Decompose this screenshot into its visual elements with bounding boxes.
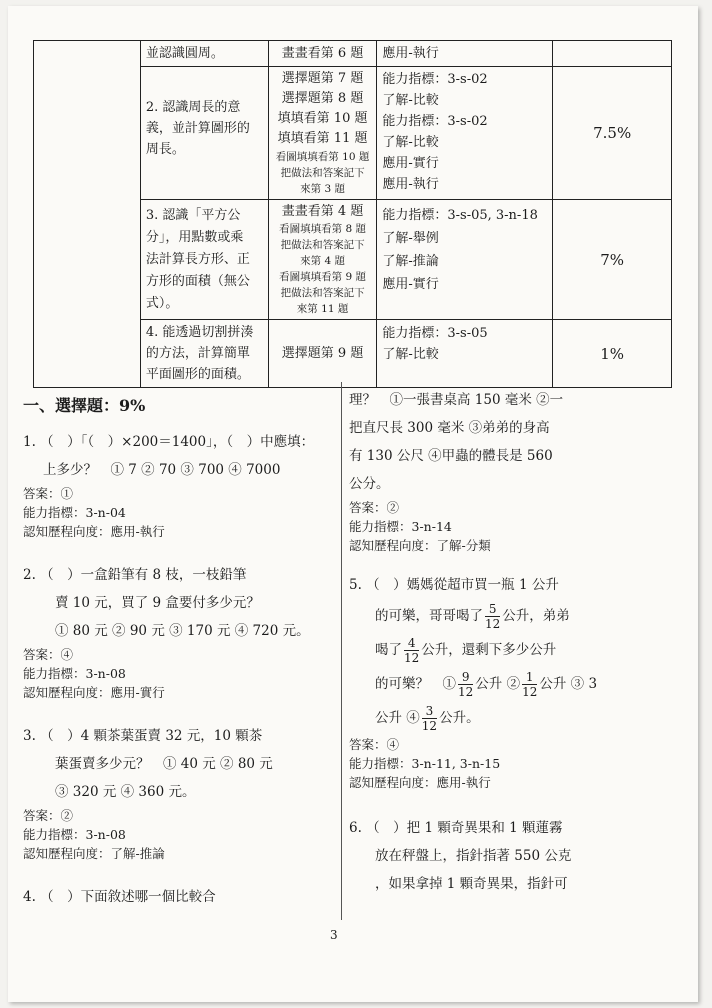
question-3: 3. （ ）4 顆茶葉蛋賣 32 元，10 顆茶 葉蛋賣多少元？ ① 40 元 ② 80 元 ③ 320 元 ④ 360 元。 答案：② 能力指標：3-n-08 認知歷程向度：了解-推論 [23,722,335,863]
left-column [23,394,335,911]
objective-cell: 3. 認識「平方公 分」，用點數或乘 法計算長方形、正 方形的面積（無公 式）。 [140,200,268,320]
question-1: 1. （ ）「（ ）×200＝1400」，（ ）中應填： 上多少？ ① 7 ② 70 ③ 700 ④ 7000 答案：① 能力指標：3-n-04 認知歷程向度：應用-執行 [23,428,335,541]
ability-indicator: 能力指標：3-n-08 [23,666,126,681]
cognitive-dimension: 認知歷程向度：應用-執行 [23,524,165,539]
weight-cell: 1% [553,320,672,388]
answer: 答案：② [23,808,74,823]
question-6: 6. （ ）把 1 顆奇異果和 1 顆蓮霧 放在秤盤上，指針指著 550 公克 ，如果拿掉 1 顆奇異果，指針可 [349,820,572,892]
fraction: $\frac{9}{12}$ [458,670,474,699]
ability-indicator: 能力指標：3-n-11, 3-n-15 [349,756,501,771]
objective-cell: 4. 能透過切割拼湊 的方法，計算簡單 平面圖形的面積。 [140,320,268,388]
answer: 答案：④ [349,737,400,752]
fraction: $\frac{4}{12}$ [404,636,420,665]
weight-cell [553,41,672,67]
exercises-cell: 選擇題第 7 題 選擇題第 8 題 填填看第 10 題 填填看第 11 題 看圖填填看第 10 題 把做法和答案記下 來第 3 題 [268,67,377,200]
question-5: 5. （ ）媽媽從超市買一瓶 1 公升 的可樂，哥哥喝了 $\frac{5}{12}$ 公升，弟弟 喝了 $\frac{4}{12}$ 公升，還剩下多少公升 的可樂？ ① $\frac{9}{12}$ 公升 ② $\frac{1}{12}$ 公升 ③ 3 公升 ④ $\frac{3}{12}$ 公升。 答案：④ 能力指標：3-n-11, 3-n-15 認知歷程向度：應用-執行 [349,571,679,792]
weight-cell: 7% [553,200,672,320]
exercises-cell: 畫畫看第 6 題 [268,41,377,67]
page-number: 3 [330,928,338,942]
cognitive-dimension: 認知歷程向度：了解-分類 [349,538,491,553]
answer: 答案：② [349,500,400,515]
indicators-cell: 應用-執行 [377,41,553,67]
ability-indicator: 能力指標：3-n-08 [23,827,126,842]
column-divider [341,382,342,920]
fraction: $\frac{3}{12}$ [421,704,438,733]
right-column [349,386,679,898]
cognitive-dimension: 認知歷程向度：應用-執行 [349,775,491,790]
exercises-cell: 選擇題第 9 題 [268,320,377,388]
question-2: 2. （ ）一盒鉛筆有 8 枝，一枝鉛筆 賣 10 元，買了 9 盒要付多少元？ ① 80 元 ② 90 元 ③ 170 元 ④ 720 元。 答案：④ 能力指標：3-n-08 認知歷程向度：應用-實行 [23,561,335,702]
cognitive-dimension: 認知歷程向度：了解-推論 [23,846,165,861]
question-4: 4. （ ）下面敘述哪一個比較合 [23,889,216,905]
question-4-continued: 理？ ①一張書桌高 150 毫米 ②一 把直尺長 300 毫米 ③弟弟的身高 有 130 公尺 ④甲蟲的體長是 560 公分。 答案：② 能力指標：3-n-14 認知歷程向度：了解-分類 [349,386,679,555]
fraction: $\frac{1}{12}$ [522,670,538,699]
weight-cell: 7.5% [553,67,672,200]
answer: 答案：① [23,486,74,501]
table-row [34,41,672,67]
table-blank-cell [34,41,141,388]
ability-indicator: 能力指標：3-n-14 [349,519,452,534]
indicators-cell: 能力指標：3-s-05, 3-n-18 了解-舉例 了解-推論 應用-實行 [377,200,553,320]
cognitive-dimension: 認知歷程向度：應用-實行 [23,685,165,700]
indicators-cell: 能力指標：3-s-05 了解-比較 [377,320,553,388]
exercises-cell: 畫畫看第 4 題 看圖填填看第 8 題 把做法和答案記下 來第 4 題 看圖填填看第 9 題 把做法和答案記下 來第 11 題 [268,200,377,320]
ability-indicator: 能力指標：3-n-04 [23,505,126,520]
section-heading: 一、選擇題：9% [23,396,146,415]
fraction: $\frac{5}{12}$ [485,602,501,631]
objective-cell: 並認識圓周。 [140,41,268,67]
answer: 答案：④ [23,647,74,662]
indicators-cell: 能力指標：3-s-02 了解-比較 能力指標：3-s-02 了解-比較 應用-實行 應用-執行 [377,67,553,200]
objective-cell: 2. 認識周長的意 義，並計算圖形的 周長。 [140,67,268,200]
objectives-table [33,40,672,388]
